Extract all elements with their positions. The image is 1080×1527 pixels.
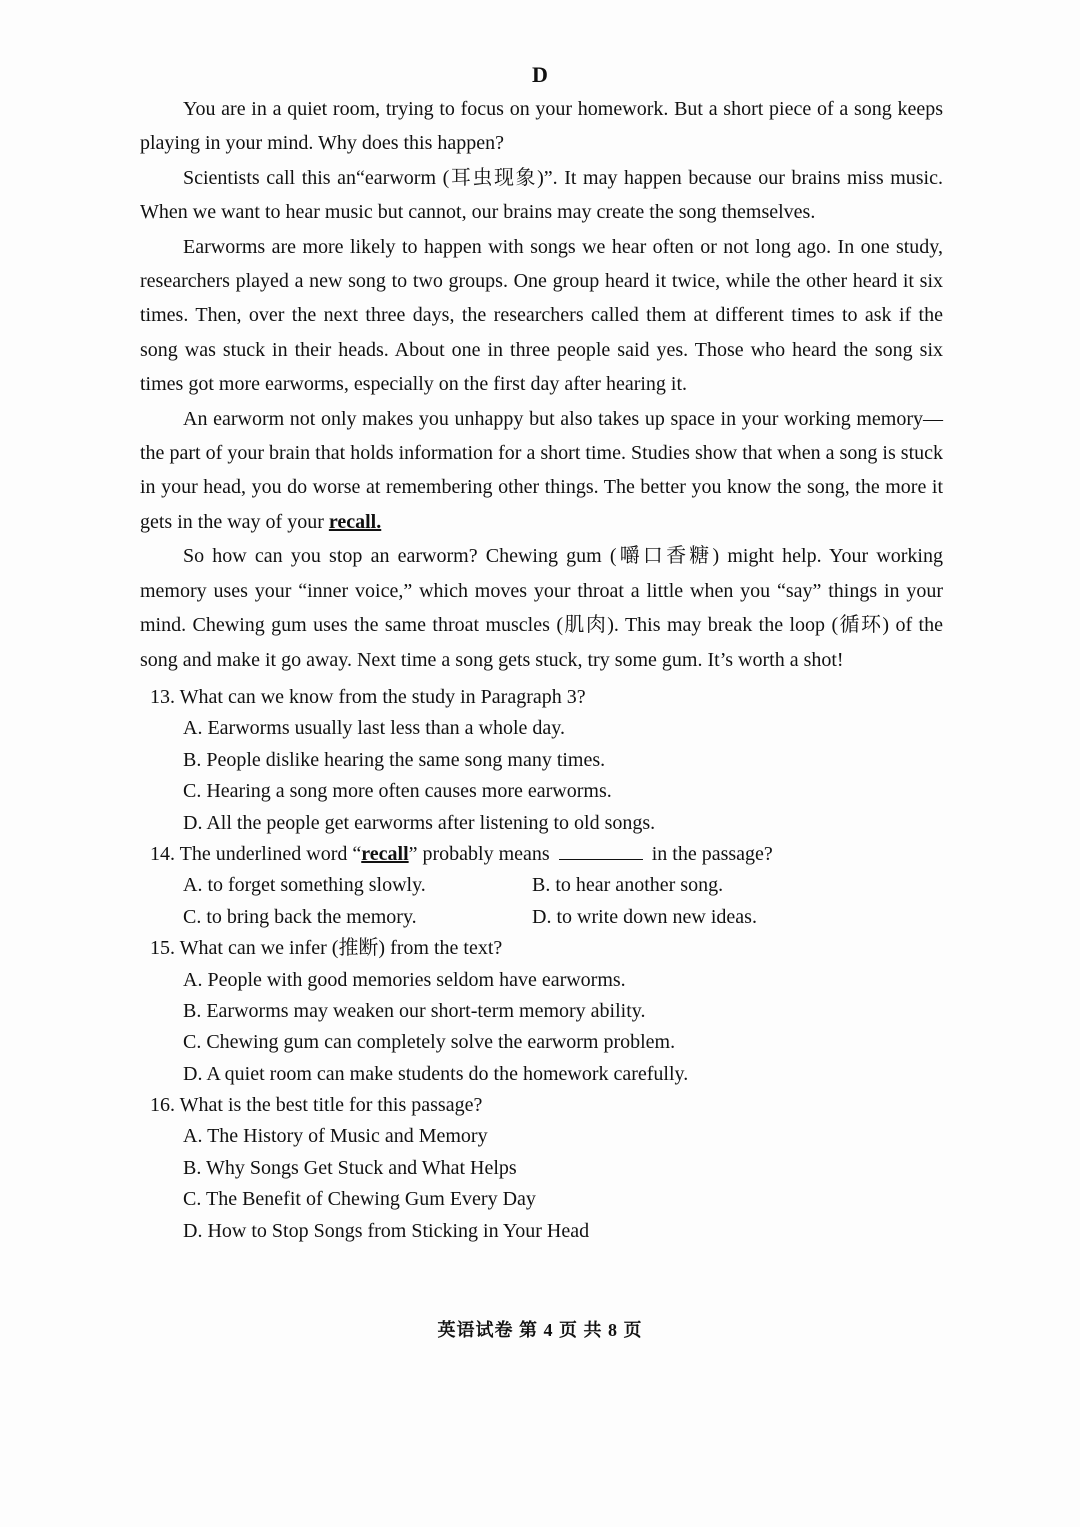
stem-end: in the passage?	[651, 842, 773, 865]
question-13	[150, 682, 940, 839]
question-stem: 13. What can we know from the study in Paragraph 3?	[150, 686, 586, 708]
stem-underlined-word: recall	[361, 842, 409, 865]
paragraph-4	[140, 402, 943, 540]
option-c: C. The Benefit of Chewing Gum Every Day	[183, 1188, 536, 1211]
paragraph-4-text: An earworm not only makes you unhappy but also takes up space in your working memory—the part of your brain that holds information for a short time. Studies show that when a song is stuck in your head, you do worse at remembering other things. The better you know the song, the more it gets in the way of your	[140, 407, 943, 533]
answer-blank	[559, 841, 643, 860]
option-d: D. How to Stop Songs from Sticking in Your Head	[183, 1219, 590, 1242]
section-heading: D	[532, 62, 548, 87]
option-c: C. Chewing gum can completely solve the earworm problem.	[183, 1031, 676, 1054]
option-c: C. to bring back the memory.	[183, 905, 417, 928]
stem-start: 14. The underlined word “	[150, 842, 362, 865]
option-row	[150, 870, 940, 901]
option-a: A. People with good memories seldom have earworms.	[183, 968, 626, 991]
question-list	[150, 682, 940, 1247]
option-d: D. A quiet room can make students do the homework carefully.	[183, 1062, 689, 1085]
option-d: D. All the people get earworms after listening to old songs.	[183, 811, 656, 834]
question-stem	[150, 839, 940, 870]
option-b: B. People dislike hearing the same song many times.	[183, 748, 606, 771]
paragraph-5: So how can you stop an earworm? Chewing gum (嚼口香糖) might help. Your working memory uses your “inner voice,” which moves your throat a little when you “say” things in your mind. Chewing gum uses the same throat muscles (肌肉). This may break the loop (循环) of the song and make it go away. Next time a song gets stuck, try some gum. It’s worth a shot!	[140, 545, 943, 671]
option-b: B. Why Songs Get Stuck and What Helps	[183, 1156, 517, 1179]
paragraph-2: Scientists call this an“earworm (耳虫现象)”. It may happen because our brains miss music. When we want to hear music but cannot, our brains may create the song themselves.	[140, 166, 943, 224]
stem-middle: ” probably means	[408, 842, 550, 865]
option-a: A. to forget something slowly.	[183, 874, 426, 897]
question-stem: 15. What can we infer (推断) from the text?	[150, 937, 503, 960]
question-stem: 16. What is the best title for this passage?	[150, 1094, 483, 1117]
reading-passage	[140, 92, 943, 677]
option-c: C. Hearing a song more often causes more earworms.	[183, 780, 612, 803]
option-row	[150, 902, 940, 933]
option-a: A. The History of Music and Memory	[183, 1125, 488, 1148]
question-15	[150, 933, 940, 1090]
option-a: A. Earworms usually last less than a whole day.	[183, 717, 565, 740]
question-16	[150, 1090, 940, 1247]
paragraph-1: You are in a quiet room, trying to focus on your homework. But a short piece of a song keeps playing in your mind. Why does this happen?	[140, 98, 943, 155]
underlined-word-recall: recall.	[328, 510, 382, 533]
paragraph-3: Earworms are more likely to happen with songs we hear often or not long ago. In one study, researchers played a new song to two groups. One group heard it twice, while the other heard it six times. Then, over the next three days, the researchers called them at different times to ask if the song was stuck in their heads. About one in three people said yes. Those who heard the song six times got more earworms, especially on the first day after hearing it.	[140, 235, 943, 396]
option-b: B. Earworms may weaken our short-term memory ability.	[183, 999, 646, 1022]
page-footer: 英语试卷 第 4 页 共 8 页	[437, 1320, 643, 1340]
question-14	[150, 839, 940, 933]
option-d: D. to write down new ideas.	[532, 905, 757, 928]
option-b: B. to hear another song.	[532, 874, 724, 897]
